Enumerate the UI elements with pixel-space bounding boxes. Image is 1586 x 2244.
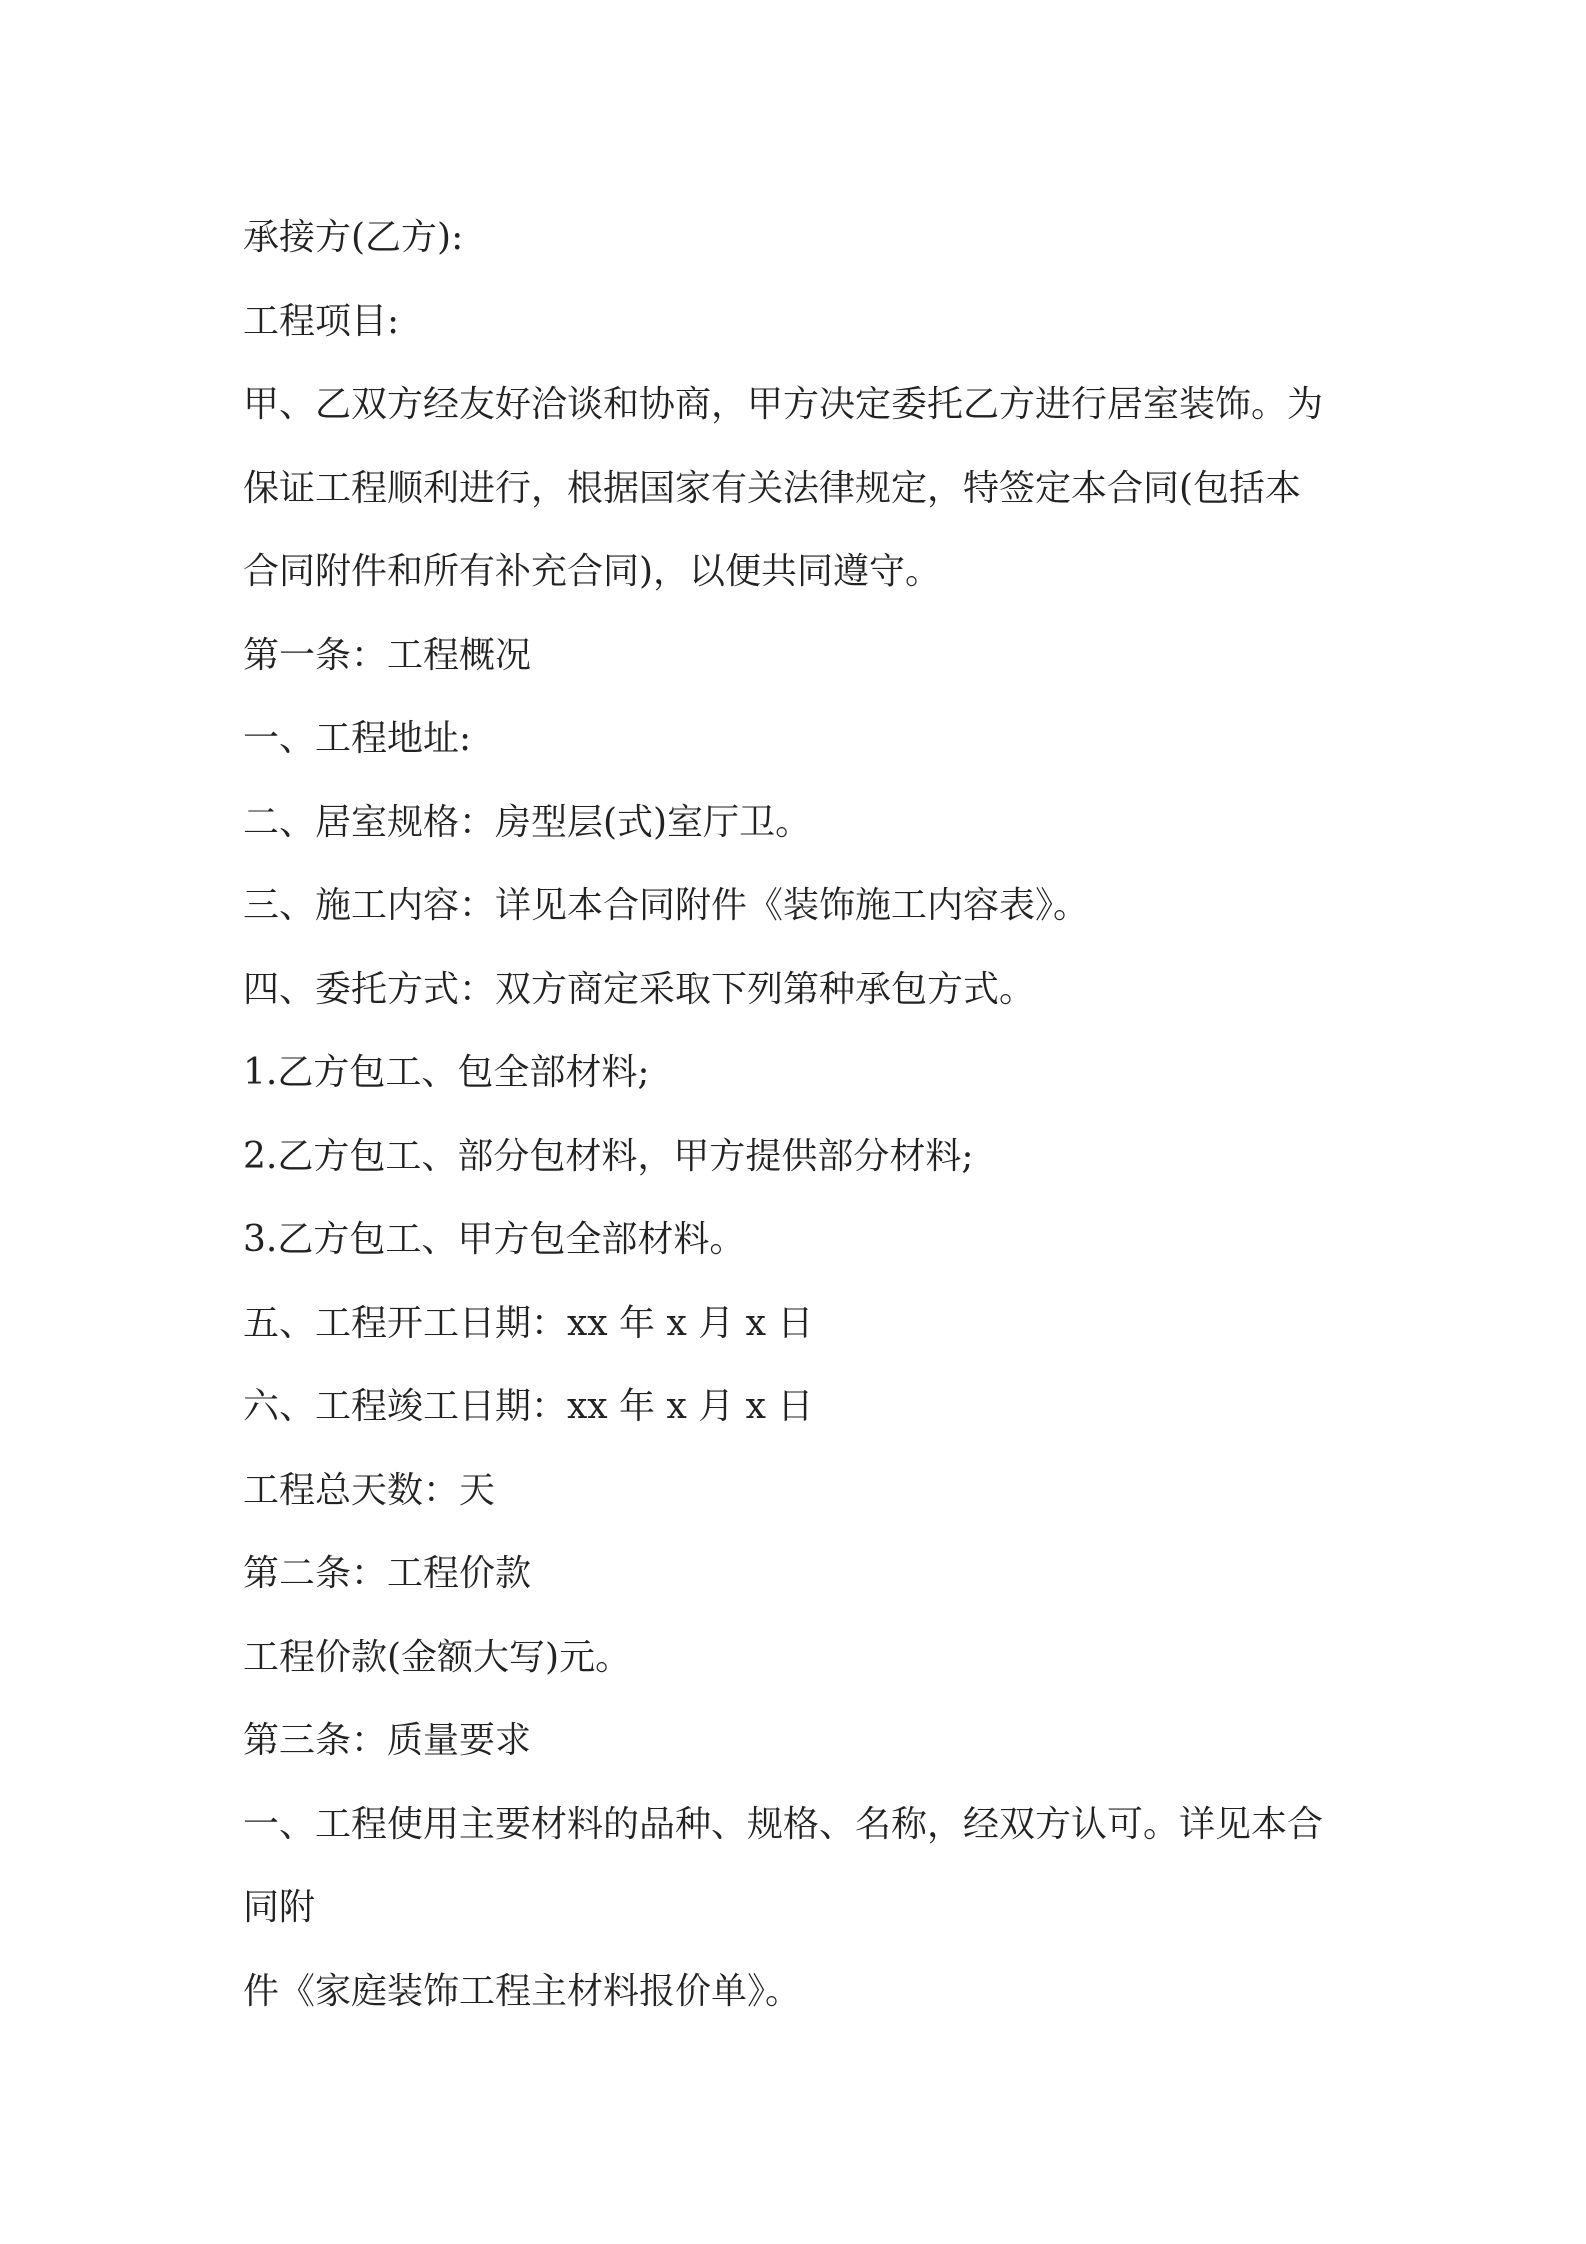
article-2-heading: 第二条：工程价款 [243, 1553, 532, 1594]
materials-line-2: 同附 [243, 1887, 316, 1928]
project-price-line: 工程价款(金额大写)元。 [243, 1636, 632, 1678]
method-option-2: 2.乙方包工、部分包材料，甲方提供部分材料; [243, 1135, 974, 1177]
method-option-3: 3.乙方包工、甲方包全部材料。 [243, 1219, 746, 1260]
start-date-line: 五、工程开工日期：xx 年 x 月 x 日 [243, 1302, 814, 1344]
article-1-heading: 第一条：工程概况 [243, 634, 532, 676]
room-spec-line: 二、居室规格：房型层(式)室厅卫。 [243, 801, 812, 843]
method-option-1: 1.乙方包工、包全部材料; [243, 1052, 650, 1093]
contractor-party-line: 承接方(乙方): [243, 217, 464, 258]
completion-date-line: 六、工程竣工日期：xx 年 x 月 x 日 [243, 1386, 814, 1427]
preamble-line-3: 合同附件和所有补充合同)，以便共同遵守。 [243, 551, 942, 592]
article-3-heading: 第三条：质量要求 [243, 1720, 532, 1761]
project-address-line: 一、工程地址: [243, 718, 472, 759]
materials-line-3: 件《家庭装饰工程主材料报价单》。 [243, 1970, 802, 2012]
project-name-line: 工程项目: [243, 300, 400, 342]
contract-method-line: 四、委托方式：双方商定采取下列第种承包方式。 [243, 968, 1036, 1010]
total-days-line: 工程总天数：天 [243, 1469, 496, 1511]
materials-line-1: 一、工程使用主要材料的品种、规格、名称，经双方认可。详见本合 [243, 1803, 1324, 1845]
contract-body [243, 196, 1363, 2033]
preamble-line-1: 甲、乙双方经友好洽谈和协商，甲方决定委托乙方进行居室装饰。为 [243, 384, 1324, 425]
preamble-line-2: 保证工程顺利进行，根据国家有关法律规定，特签定本合同(包括本 [243, 467, 1302, 509]
construction-content-line: 三、施工内容：详见本合同附件《装饰施工内容表》。 [243, 885, 1090, 926]
